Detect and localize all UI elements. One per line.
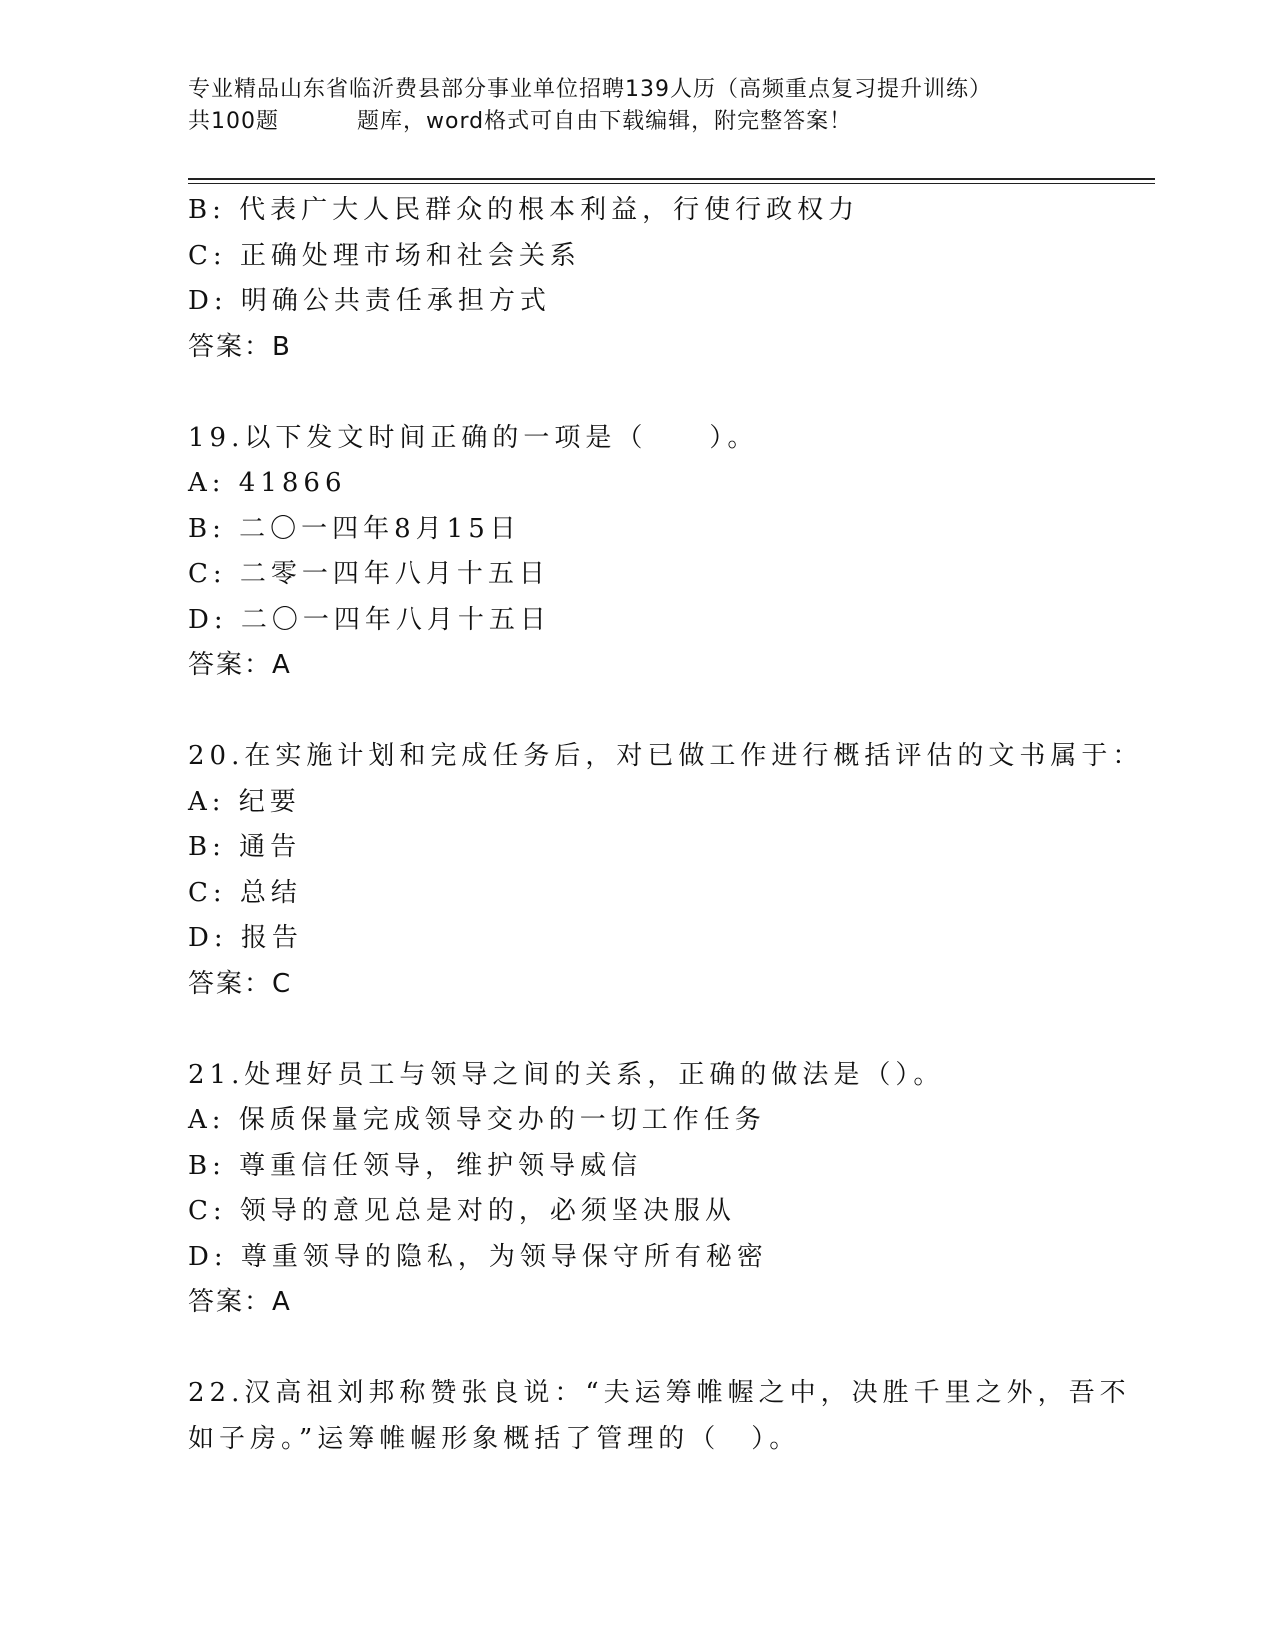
header-divider-thin [188, 183, 1155, 184]
option-b: B: 通告 [188, 832, 302, 862]
option-c: C: 领导的意见总是对的，必须坚决服从 [188, 1196, 736, 1226]
header-description: 题库，word格式可自由下载编辑，附完整答案！ [357, 109, 853, 134]
header-divider [188, 178, 1155, 180]
question-text-line1: 22.汉高祖刘邦称赞张良说：“夫运筹帷幄之中，决胜千里之外，吾不 [188, 1378, 1131, 1408]
answer: 答案：A [188, 650, 292, 680]
option-b: B: 代表广大人民群众的根本利益，行使行政权力 [188, 195, 860, 225]
header-title-line1: 专业精品山东省临沂费县部分事业单位招聘139人历（高频重点复习提升训练） [188, 77, 992, 102]
option-d: D: 报告 [188, 923, 303, 953]
option-a: A: 保质保量完成领导交办的一切工作任务 [188, 1105, 766, 1135]
question-19 [188, 416, 1148, 689]
question-text: 21.处理好员工与领导之间的关系，正确的做法是（）。 [188, 1059, 945, 1090]
header-count: 共100题 [188, 109, 279, 134]
question-22 [188, 1371, 1148, 1462]
question-list [188, 188, 1148, 1462]
answer: 答案：B [188, 331, 292, 362]
option-d: D: 尊重领导的隐私，为领导保守所有秘密 [188, 1241, 768, 1272]
option-a: A: 41866 [188, 468, 347, 498]
question-text: 20.在实施计划和完成任务后，对已做工作进行概括评估的文书属于： [188, 741, 1144, 771]
answer: 答案：C [188, 968, 293, 999]
question-text-line2: 如子房。”运筹帷幄形象概括了管理的（ ）。 [188, 1423, 801, 1454]
option-d: D: 二〇一四年八月十五日 [188, 604, 551, 635]
option-c: C: 总结 [188, 877, 302, 908]
question-text: 19.以下发文时间正确的一项是（ ）。 [188, 422, 759, 453]
option-b: B: 尊重信任领导，维护领导威信 [188, 1150, 643, 1181]
option-c: C: 正确处理市场和社会关系 [188, 240, 581, 271]
option-a: A: 纪要 [188, 786, 301, 817]
option-b: B: 二〇一四年8月15日 [188, 513, 521, 544]
option-d: D: 明确公共责任承担方式 [188, 286, 551, 316]
header-title-line2 [188, 106, 1148, 138]
question-18-partial [188, 188, 1148, 370]
document-header [188, 74, 1148, 138]
answer: 答案：A [188, 1287, 292, 1317]
question-20 [188, 734, 1148, 1007]
option-c: C: 二零一四年八月十五日 [188, 559, 550, 589]
question-21 [188, 1053, 1148, 1326]
